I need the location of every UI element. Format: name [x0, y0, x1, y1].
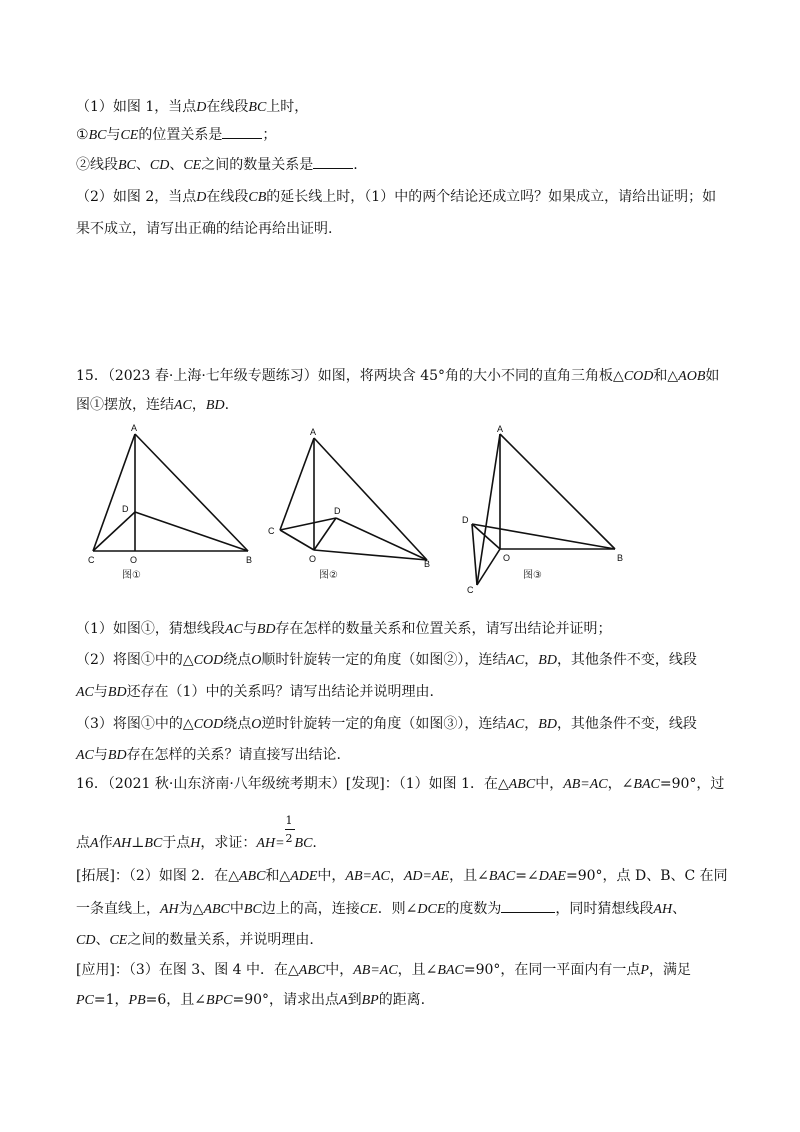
answer-blank — [222, 124, 262, 139]
q16-line5: CD、CE之间的数量关系，并说明理由. — [76, 932, 314, 948]
fig2-label-o: O — [309, 554, 317, 564]
q16-line4: 一条直线上，AH为△ABC中BC边上的高，连接CE．则∠DCE的度数为 ，同时猜想线段AH、 — [76, 898, 686, 920]
fig3-label-c: C — [467, 585, 474, 595]
answer-blank — [501, 898, 555, 913]
q15-part1: （1）如图①，猜想线段AC与BD存在怎样的数量关系和位置关系，请写出结论并证明； — [76, 621, 612, 637]
q14-part1-intro: （1）如图 1，当点D在线段BC上时， — [76, 99, 309, 115]
fig1-caption: 图① — [122, 570, 141, 581]
q15-part2-line1: （2）将图①中的△COD绕点O顺时针旋转一定的角度（如图②），连结AC，BD，其他条件不变，线段 — [76, 652, 697, 668]
q15-intro-line2: 图①摆放，连结AC，BD. — [76, 397, 230, 413]
q16-line6: [应用]：（3）在图 3、图 4 中．在△ABC中，AB=AC，且∠BAC=90°，在同一平面内有一点P，满足 — [76, 962, 691, 978]
fig1-label-d: D — [122, 504, 129, 514]
q15-part2-line2: AC与BD还存在（1）中的关系吗？请写出结论并说明理由. — [76, 684, 434, 700]
fig2-label-c: C — [268, 526, 275, 536]
figure-2-lines — [280, 438, 427, 560]
fig3-label-a: A — [497, 424, 504, 434]
fig3-label-o: O — [503, 553, 511, 563]
fig1-label-b: B — [246, 555, 253, 565]
fig2-label-a: A — [310, 427, 317, 437]
q16-line1: 16．（2021 秋·山东济南·八年级统考期末）[发现]：（1）如图 1．在△ABC中，AB=AC，∠BAC=90°，过 — [76, 776, 725, 792]
figure-1 — [80, 420, 270, 585]
q16-line2: 点A作AH⊥BC于点H，求证：AH= $\frac{1}{2}$ BC. — [76, 814, 317, 851]
figure-3 — [455, 420, 635, 595]
q15-intro-line1: 15．（2023 春·上海·七年级专题练习）如图，将两块含 45°角的大小不同的直角三角板△COD和△AOB如 — [76, 368, 720, 384]
q14-part2-line2: 果不成立，请写出正确的结论再给出证明. — [76, 221, 333, 237]
fraction-one-half: $\frac{1}{2}$ — [285, 814, 293, 845]
figure-1-lines — [93, 434, 248, 551]
fig2-label-b: B — [424, 559, 431, 569]
q15-part3-line2: AC与BD存在怎样的关系？请直接写出结论. — [76, 747, 342, 763]
fig1-label-o: O — [130, 555, 138, 565]
fig2-label-d: D — [334, 506, 341, 516]
q16-line3: [拓展]：（2）如图 2．在△ABC和△ADE中，AB=AC，AD=AE，且∠BAC=∠DAE=90°，点 D、B、C 在同 — [76, 868, 728, 884]
answer-blank — [313, 154, 353, 169]
figure-3-lines — [472, 434, 615, 585]
fig1-label-c: C — [88, 555, 95, 565]
fig3-label-d: D — [462, 515, 469, 525]
q16-line7: PC=1，PB=6，且∠BPC=90°，请求出点A到BP的距离. — [76, 992, 426, 1008]
fig3-caption: 图③ — [523, 570, 542, 581]
fig3-label-b: B — [617, 553, 624, 563]
q14-part1-item2: ②线段BC、CD、CE之间的数量关系是 . — [76, 154, 358, 176]
q15-part3-line1: （3）将图①中的△COD绕点O逆时针旋转一定的角度（如图③），连结AC，BD，其他条件不变，线段 — [76, 716, 697, 732]
q14-part2-line1: （2）如图 2，当点D在线段CB的延长线上时，（1）中的两个结论还成立吗？如果成立，请给出证明；如 — [76, 189, 717, 205]
q14-part1-item1: ①BC与CE的位置关系是 ； — [76, 124, 276, 146]
fig2-caption: 图② — [319, 570, 338, 581]
figure-2 — [262, 420, 442, 585]
fig1-label-a: A — [131, 423, 138, 433]
